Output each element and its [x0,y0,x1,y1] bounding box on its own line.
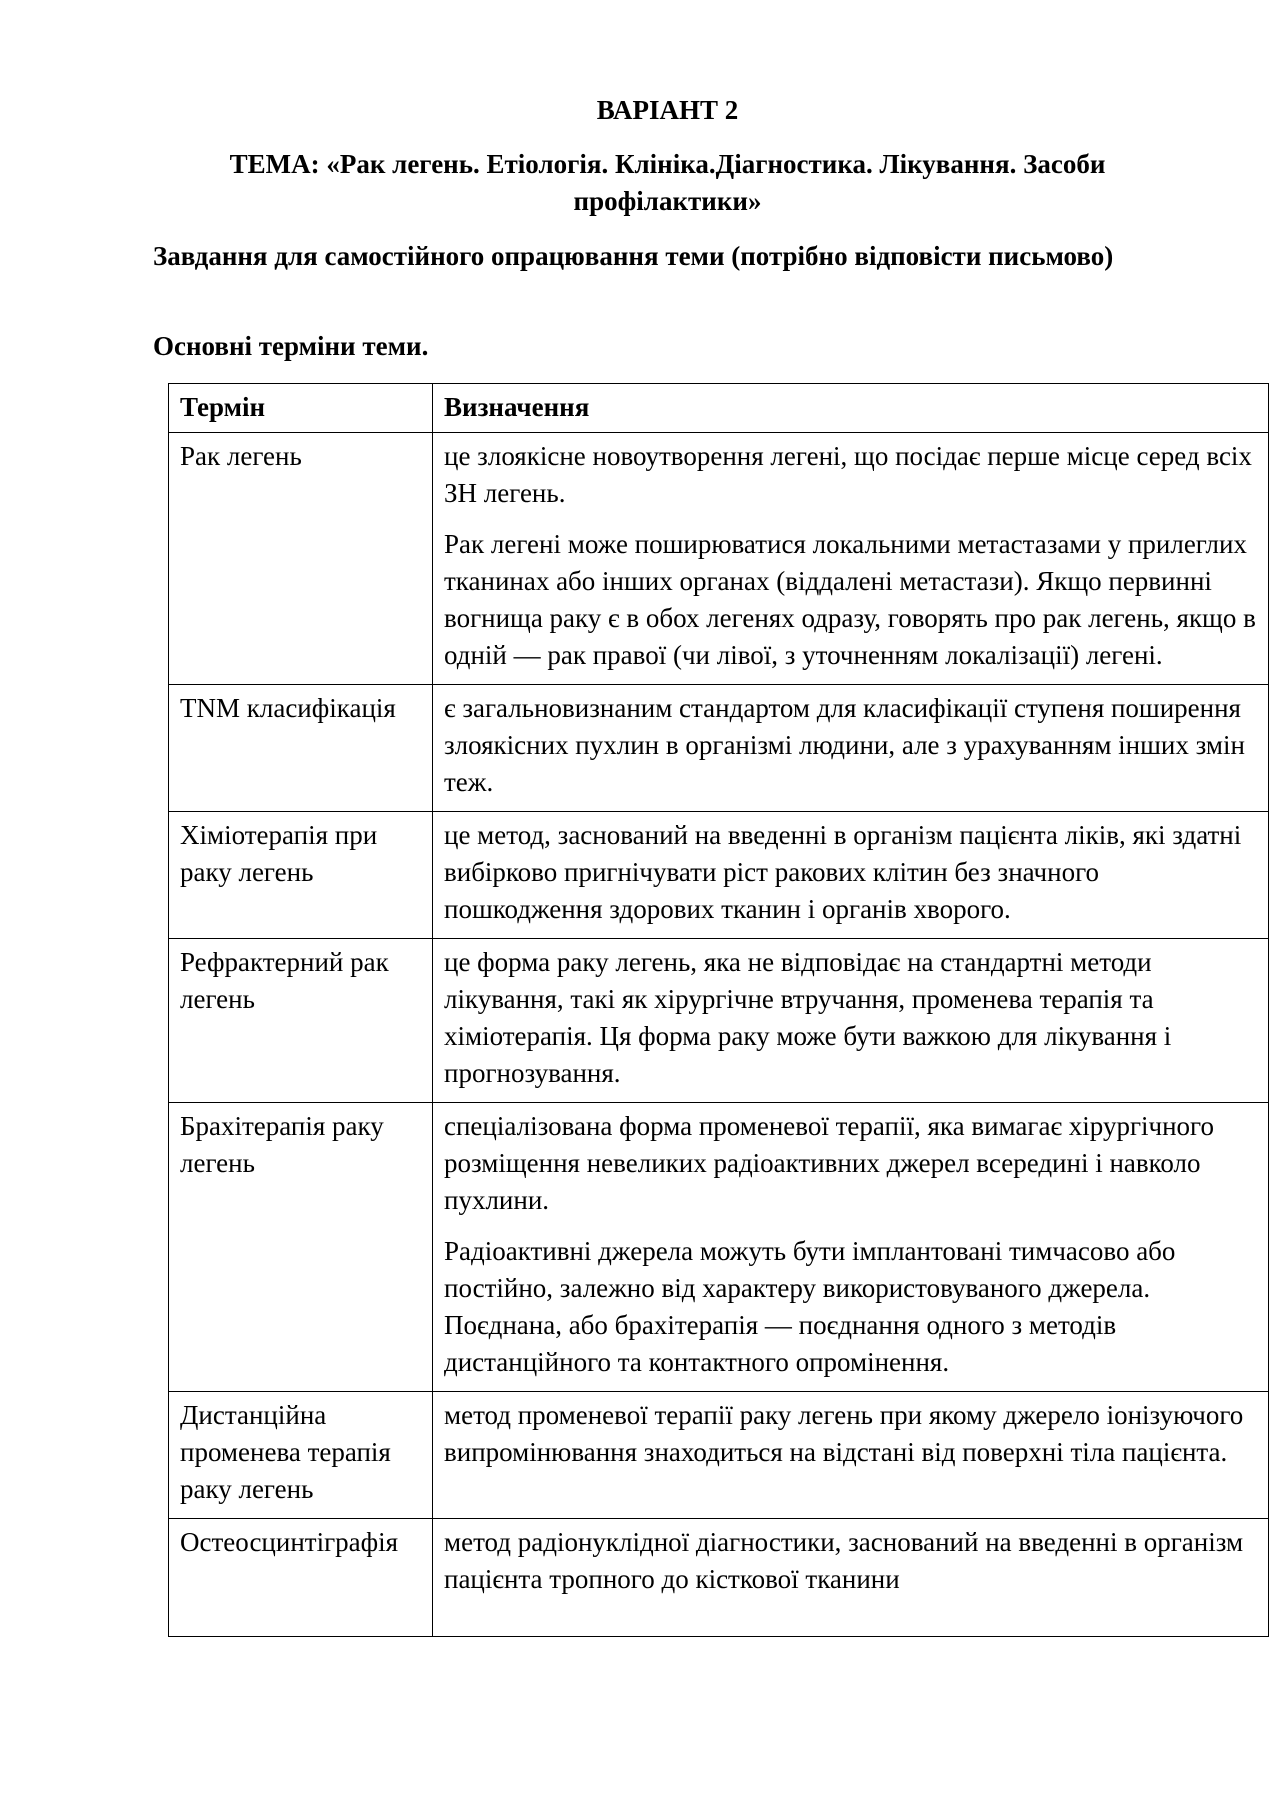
definition-paragraph: це метод, заснований на введенні в організм пацієнта ліків, які здатні вибірково пригнічувати ріст ракових клітин без значного пошкодження здорових тканин і органів хворого. [444,820,1242,924]
term-cell: Дистанційна променева терапія раку легень [169,1392,433,1519]
variant-title: ВАРІАНТ 2 [596,95,739,125]
definition-paragraph: це злоякісне новоутворення легені, що посідає перше місце серед всіх ЗН легень. [444,441,1252,508]
term-cell: Хіміотерапія при раку легень [169,812,433,939]
definition-cell [433,812,1269,939]
header-definition: Визначення [433,384,1269,433]
table-row [169,685,1269,812]
header-term: Термін [169,384,433,433]
definition-paragraph: метод променевої терапії раку легень при якому джерело іонізуючого випромінювання знаходиться на відстані від поверхні тіла пацієнта. [444,1400,1244,1467]
definition-cell [433,685,1269,812]
topic-title: ТЕМА: «Рак легень. Етіологія. Клініка.Діагностика. Лікування. Засоби профілактики» [229,149,1106,216]
definition-paragraph: є загальновизнаним стандартом для класифікації ступеня поширення злоякісних пухлин в організмі людини, але з урахуванням інших змін теж. [444,693,1245,797]
term-cell: Рефрактерний рак легень [169,939,433,1103]
terms-heading: Основні терміни теми. [153,331,429,361]
definition-cell [433,433,1269,685]
definition-paragraph: Радіоактивні джерела можуть бути імплантовані тимчасово або постійно, залежно від характеру використовуваного джерела. Поєднана, або брахітерапія — поєднання одного з методів дистанційного та контактного опромінення. [444,1236,1176,1377]
definition-paragraph: це форма раку легень, яка не відповідає на стандартні методи лікування, такі як хірургічне втручання, променева терапія та хіміотерапія. Ця форма раку може бути важкою для лікування і прогнозування. [444,947,1172,1088]
table-row [169,433,1269,685]
definition-cell [433,1392,1269,1519]
definition-cell [433,939,1269,1103]
definition-paragraph: метод радіонуклідної діагностики, заснований на введенні в організм пацієнта тропного до кісткової тканини [444,1527,1244,1594]
term-cell: TNM класифікація [169,685,433,812]
task-instruction: Завдання для самостійного опрацювання теми (потрібно відповісти письмово) [153,241,1114,271]
definition-cell [433,1519,1269,1637]
term-cell: Остеосцинтіграфія [169,1519,433,1637]
table-row [169,812,1269,939]
table-row [169,1392,1269,1519]
definition-paragraph: Рак легені може поширюватися локальними метастазами у прилеглих тканинах або інших органах (віддалені метастази). Якщо первинні вогнища раку є в обох легенях одразу, говорять про рак легень, якщо в одній — рак правої (чи лівої, з уточненням локалізації) легені. [444,529,1256,670]
term-cell: Рак легень [169,433,433,685]
term-cell: Брахітерапія раку легень [169,1103,433,1392]
terms-table [168,383,1269,1637]
table-row [169,1103,1269,1392]
definition-paragraph: спеціалізована форма променевої терапії, яка вимагає хірургічного розміщення невеликих радіоактивних джерел всередині і навколо пухлини. [444,1111,1214,1215]
table-header-row [169,384,1269,433]
definition-cell [433,1103,1269,1392]
table-row [169,1519,1269,1637]
table-row [169,939,1269,1103]
